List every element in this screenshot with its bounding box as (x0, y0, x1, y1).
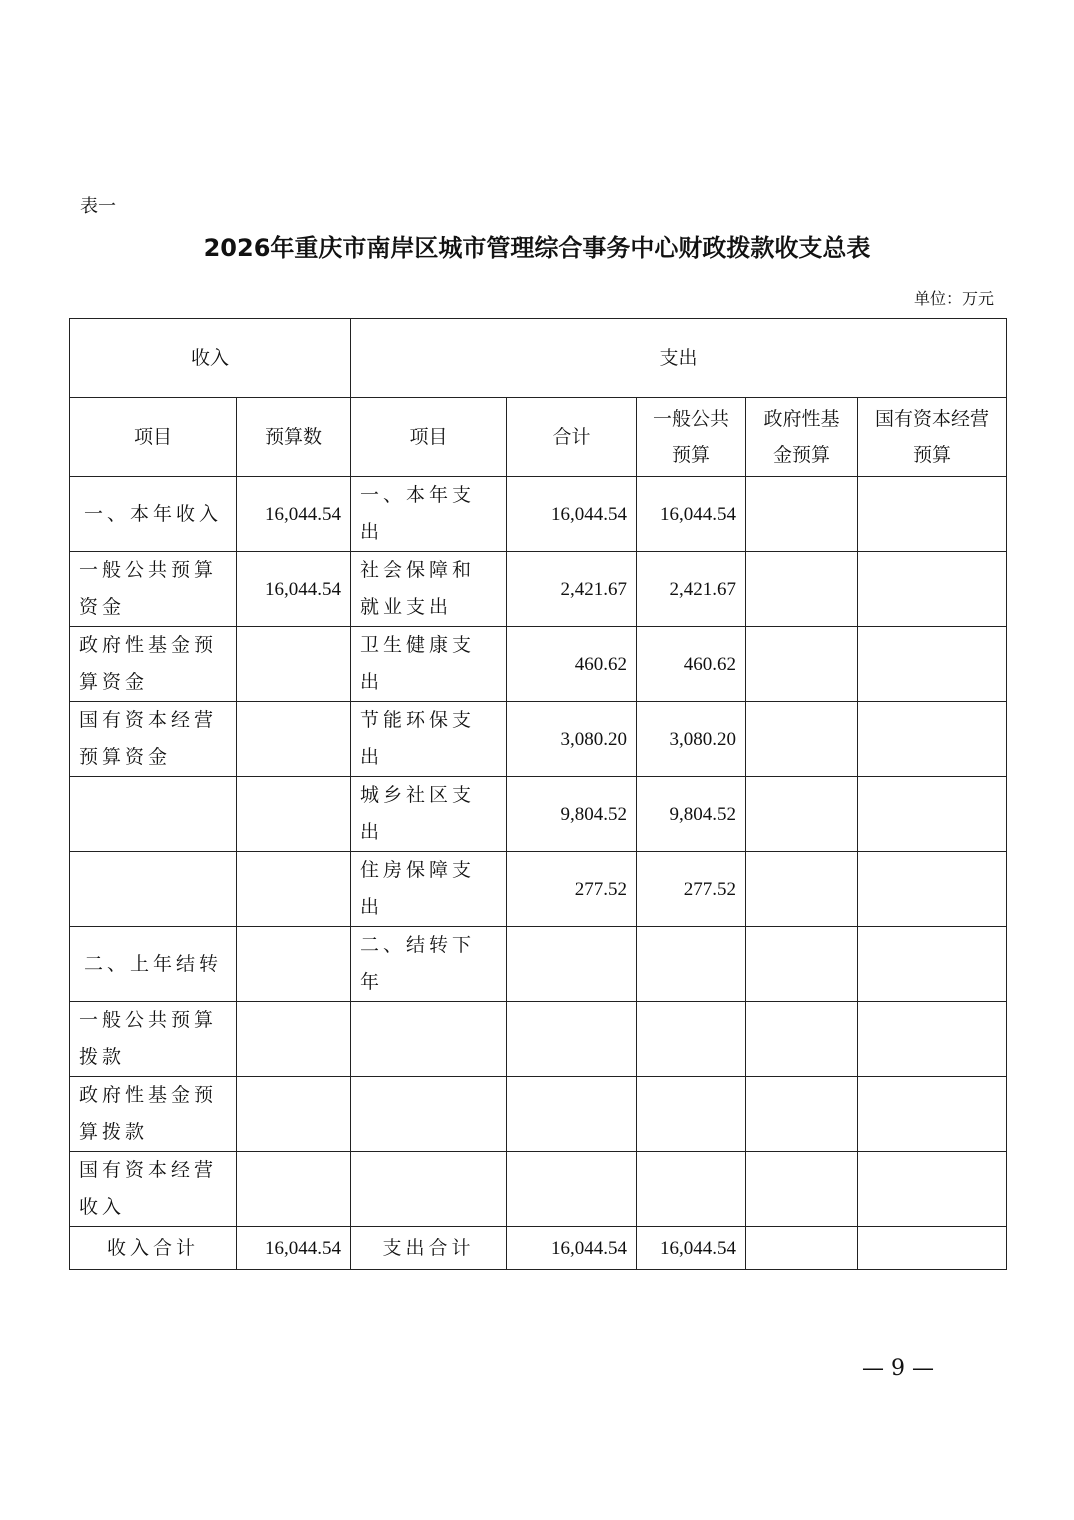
gov-fund-cell (746, 927, 858, 1002)
total-cell (507, 1002, 637, 1077)
total-cell (507, 1077, 637, 1152)
gov-fund-cell (746, 552, 858, 627)
document-title: 2026年重庆市南岸区城市管理综合事务中心财政拨款收支总表 (203, 234, 871, 262)
general-budget-cell: 277.52 (637, 852, 746, 927)
income-item-cell: 政府性基金预算资金 (70, 627, 237, 702)
expense-item-cell: 节能环保支出 (351, 702, 507, 777)
expense-item-cell: 城乡社区支出 (351, 777, 507, 852)
gov-fund-cell (746, 477, 858, 552)
table-row (70, 627, 1007, 702)
state-capital-cell (858, 702, 1007, 777)
general-budget-header: 一般公共预算 (637, 398, 746, 477)
general-budget-cell: 3,080.20 (637, 702, 746, 777)
general-budget-cell (637, 1002, 746, 1077)
income-item-cell: 政府性基金预算拨款 (70, 1077, 237, 1152)
state-capital-cell (858, 852, 1007, 927)
state-capital-cell (858, 1077, 1007, 1152)
table-row-total (70, 1227, 1007, 1270)
total-cell: 2,421.67 (507, 552, 637, 627)
page-number: — 9 — (862, 1356, 934, 1381)
income-amount-cell (237, 777, 351, 852)
state-capital-cell (858, 552, 1007, 627)
income-amount-cell (237, 627, 351, 702)
table-row (70, 702, 1007, 777)
expense-item-cell: 二、结转下年 (351, 927, 507, 1002)
income-item-cell (70, 852, 237, 927)
gov-fund-cell (746, 702, 858, 777)
gov-fund-cell (746, 852, 858, 927)
gov-fund-total-cell (746, 1227, 858, 1270)
state-capital-cell (858, 477, 1007, 552)
income-amount-cell (237, 1077, 351, 1152)
general-budget-cell (637, 1152, 746, 1227)
total-cell (507, 927, 637, 1002)
unit-label: 单位：万元 (913, 289, 994, 308)
table-row (70, 927, 1007, 1002)
state-capital-cell (858, 1002, 1007, 1077)
income-item-cell: 国有资本经营预算资金 (70, 702, 237, 777)
income-item-cell: 二、上年结转 (70, 927, 237, 1002)
income-total-label: 收入合计 (70, 1227, 237, 1270)
table-row (70, 1152, 1007, 1227)
gov-fund-cell (746, 627, 858, 702)
income-header: 收入 (70, 319, 351, 398)
income-amount-cell (237, 1152, 351, 1227)
income-item-cell (70, 777, 237, 852)
income-item-cell: 一般公共预算资金 (70, 552, 237, 627)
gov-fund-cell (746, 1152, 858, 1227)
state-capital-cell (858, 1152, 1007, 1227)
expense-item-header: 项目 (351, 398, 507, 477)
income-item-cell: 国有资本经营收入 (70, 1152, 237, 1227)
table-row (70, 1002, 1007, 1077)
income-item-header: 项目 (70, 398, 237, 477)
expense-header: 支出 (351, 319, 1007, 398)
gov-fund-budget-header: 政府性基金预算 (746, 398, 858, 477)
general-budget-total-cell: 16,044.54 (637, 1227, 746, 1270)
general-budget-cell: 9,804.52 (637, 777, 746, 852)
total-cell: 277.52 (507, 852, 637, 927)
expense-item-cell (351, 1152, 507, 1227)
expense-item-cell: 卫生健康支出 (351, 627, 507, 702)
expense-item-cell (351, 1002, 507, 1077)
income-amount-cell: 16,044.54 (237, 552, 351, 627)
state-capital-total-cell (858, 1227, 1007, 1270)
total-cell: 16,044.54 (507, 477, 637, 552)
income-amount-cell (237, 852, 351, 927)
state-capital-cell (858, 627, 1007, 702)
general-budget-cell: 2,421.67 (637, 552, 746, 627)
income-item-cell: 一般公共预算拨款 (70, 1002, 237, 1077)
state-capital-cell (858, 777, 1007, 852)
expense-item-cell: 一、本年支出 (351, 477, 507, 552)
state-capital-budget-header: 国有资本经营预算 (858, 398, 1007, 477)
general-budget-cell (637, 1077, 746, 1152)
table-row (70, 852, 1007, 927)
finance-summary-table (69, 318, 1007, 1270)
budget-amount-header: 预算数 (237, 398, 351, 477)
income-amount-cell (237, 927, 351, 1002)
total-cell: 9,804.52 (507, 777, 637, 852)
total-cell: 3,080.20 (507, 702, 637, 777)
gov-fund-cell (746, 1002, 858, 1077)
income-item-cell: 一、本年收入 (70, 477, 237, 552)
general-budget-cell (637, 927, 746, 1002)
income-amount-cell (237, 1002, 351, 1077)
income-total-amount: 16,044.54 (237, 1227, 351, 1270)
table-row (70, 1077, 1007, 1152)
total-header: 合计 (507, 398, 637, 477)
expense-item-cell: 住房保障支出 (351, 852, 507, 927)
expense-item-cell (351, 1077, 507, 1152)
total-cell (507, 1152, 637, 1227)
gov-fund-cell (746, 1077, 858, 1152)
table-row (70, 477, 1007, 552)
state-capital-cell (858, 927, 1007, 1002)
expense-total-label: 支出合计 (351, 1227, 507, 1270)
income-amount-cell (237, 702, 351, 777)
total-cell: 460.62 (507, 627, 637, 702)
general-budget-cell: 460.62 (637, 627, 746, 702)
table-label: 表一 (80, 196, 116, 217)
table-row (70, 777, 1007, 852)
expense-total-cell: 16,044.54 (507, 1227, 637, 1270)
expense-item-cell: 社会保障和就业支出 (351, 552, 507, 627)
general-budget-cell: 16,044.54 (637, 477, 746, 552)
table-row (70, 552, 1007, 627)
gov-fund-cell (746, 777, 858, 852)
income-amount-cell: 16,044.54 (237, 477, 351, 552)
